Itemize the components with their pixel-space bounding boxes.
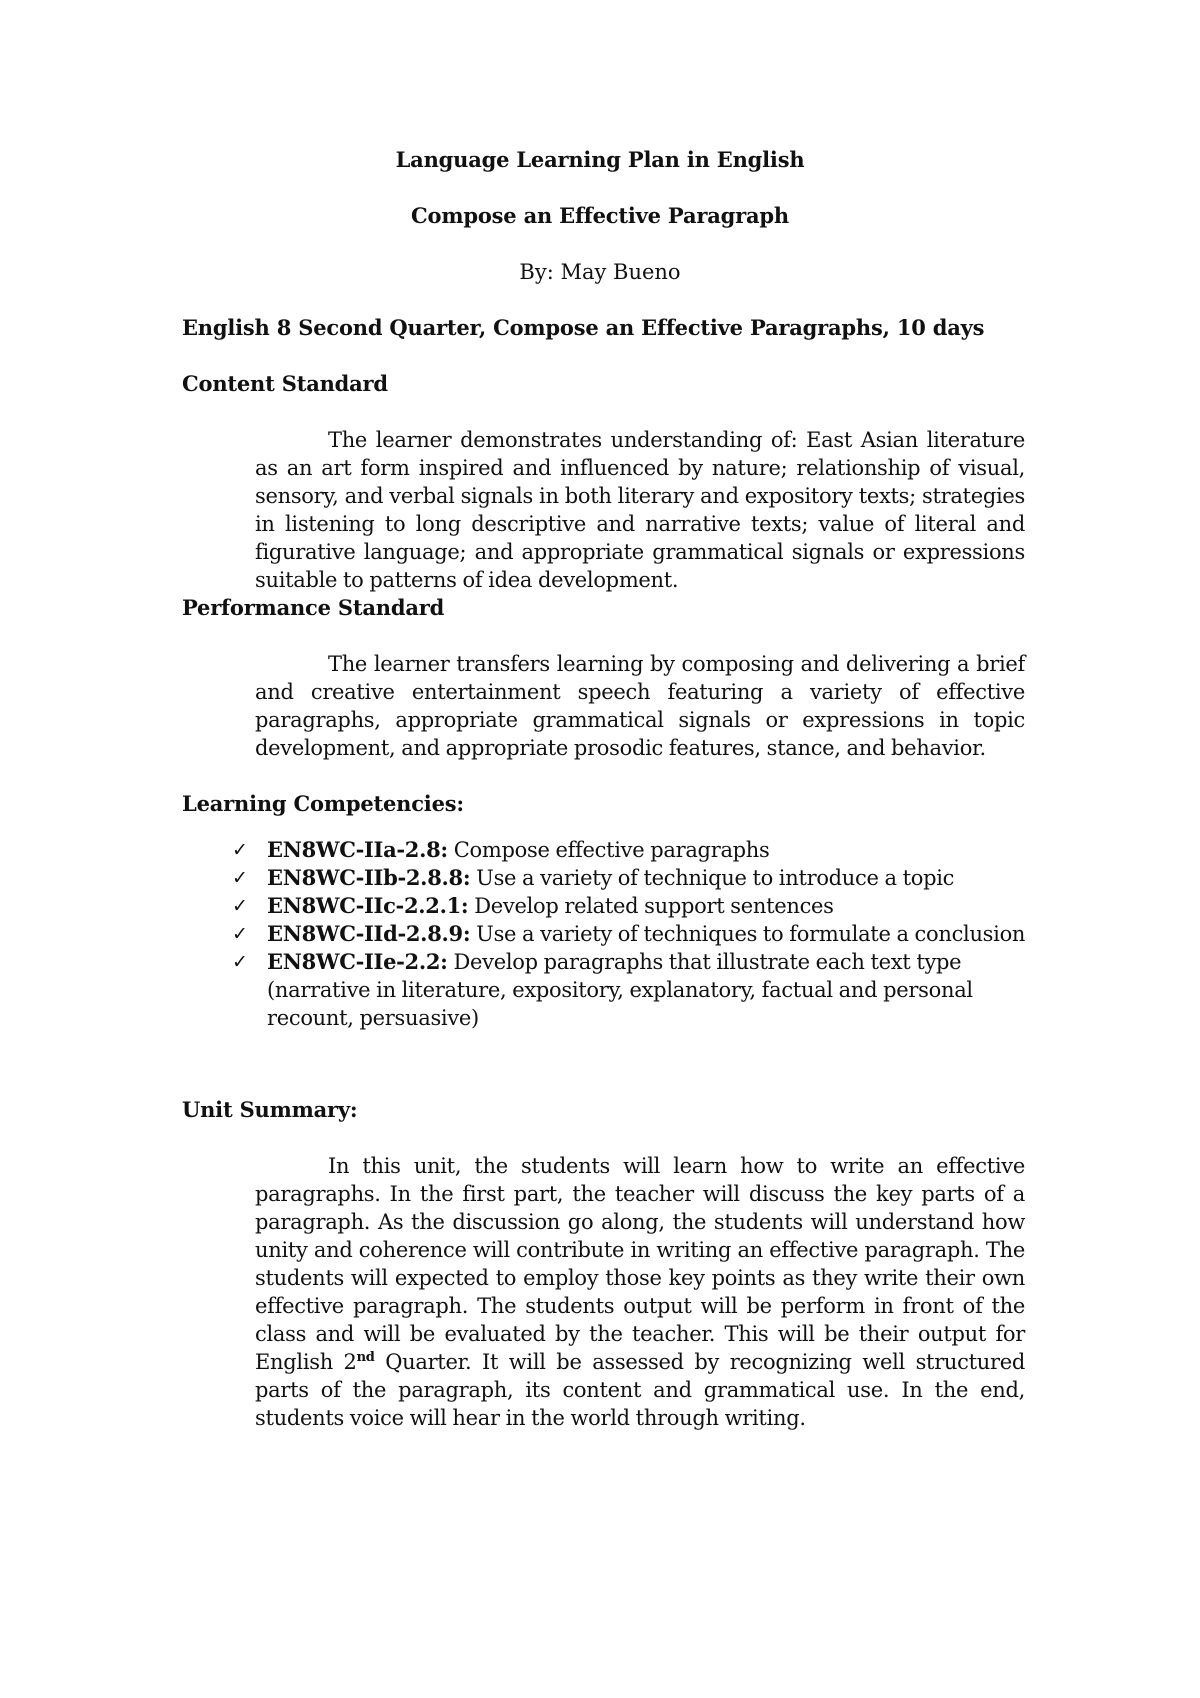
course-line: English 8 Second Quarter, Compose an Effective Paragraphs, 10 days [182, 315, 985, 340]
competency-code: EN8WC-IIe-2.2: [267, 949, 448, 974]
competency-list [232, 836, 1032, 1032]
checkmark-icon: ✓ [232, 867, 248, 889]
unit-summary-text-main: In this unit, the students will learn how to write an effective paragraphs. In the first part, the teacher will discuss the key parts of a paragraph. As the discussion go along, the students will understand how unity and coherence will contribute in writing an effective paragraph. The students will expected to employ those key points as they write their own effective paragraph. The students output will be perform in front of the class and will be evaluated by the teacher. This will be their output for English 2 [255, 1154, 1025, 1374]
competency-text: Use a variety of techniques to formulate a conclusion [470, 922, 1026, 946]
performance-standard-heading: Performance Standard [182, 595, 445, 620]
learning-competencies-heading: Learning Competencies: [182, 791, 464, 816]
list-item [232, 836, 1032, 864]
competency-code: EN8WC-IIb-2.8.8: [267, 865, 471, 890]
document-title: Language Learning Plan in English [395, 147, 805, 172]
competency-code: EN8WC-IIa-2.8: [267, 837, 448, 862]
content-standard-text: The learner demonstrates understanding of: East Asian literature as an art form inspired and influenced by nature; relationship of visual, sensory, and verbal signals in both literary and expository texts; strategies in listening to long descriptive and narrative texts; value of literal and figurative language; and appropriate grammatical signals or expressions suitable to patterns of idea development. [255, 428, 1025, 592]
list-item [232, 892, 1032, 920]
checkmark-icon: ✓ [232, 951, 248, 973]
ordinal-superscript: nd [356, 1350, 375, 1365]
checkmark-icon: ✓ [232, 923, 248, 945]
competency-code: EN8WC-IIc-2.2.1: [267, 893, 469, 918]
content-standard-heading: Content Standard [182, 371, 388, 396]
checkmark-icon: ✓ [232, 839, 248, 861]
unit-summary-heading: Unit Summary: [182, 1097, 358, 1122]
checkmark-icon: ✓ [232, 895, 248, 917]
list-item [232, 920, 1032, 948]
competency-text: Use a variety of technique to introduce a topic [470, 866, 955, 890]
competency-code: EN8WC-IId-2.8.9: [267, 921, 471, 946]
competency-text: Compose effective paragraphs [447, 838, 770, 862]
competency-text: Develop related support sentences [468, 894, 834, 918]
document-subtitle: Compose an Effective Paragraph [411, 203, 789, 228]
list-item [232, 864, 1032, 892]
unit-summary-text [255, 1152, 1025, 1432]
competency-text: Develop paragraphs that illustrate each text type (narrative in literature, expository, explanatory, factual and personal recount, persuasive) [267, 950, 973, 1030]
document-author: By: May Bueno [519, 260, 681, 284]
performance-standard-text: The learner transfers learning by composing and delivering a brief and creative entertainment speech featuring a variety of effective paragraphs, appropriate grammatical signals or expressions in topic development, and appropriate prosodic features, stance, and behavior. [255, 652, 1025, 760]
list-item [232, 948, 1032, 1032]
unit-summary-text-end: Quarter. It will be assessed by recognizing well structured parts of the paragraph, its content and grammatical use. In the end, students voice will hear in the world through writing. [255, 1350, 1025, 1430]
